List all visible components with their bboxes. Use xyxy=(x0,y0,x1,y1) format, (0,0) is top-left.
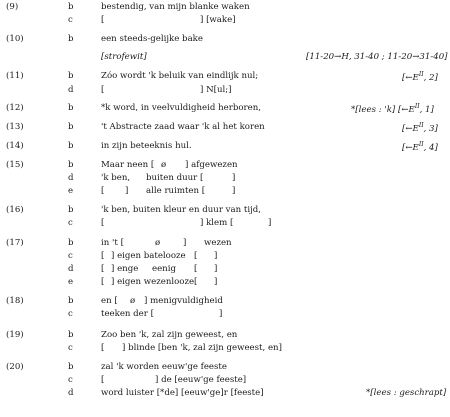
verse-fragment: ] xyxy=(219,309,223,319)
verse-letter: b xyxy=(68,362,74,372)
verse-fragment: [ xyxy=(101,264,105,274)
verse-fragment: [ xyxy=(101,85,105,95)
verse-letter: c xyxy=(68,309,73,319)
section-number: (18) xyxy=(6,296,24,306)
verse-fragment: [ xyxy=(101,251,105,261)
verse-letter: b xyxy=(68,122,74,132)
section-number: (20) xyxy=(6,362,24,372)
verse-fragment: [ xyxy=(101,277,105,287)
verse-fragment: Maar neen [ xyxy=(101,160,155,170)
verse-fragment: ] afgewezen xyxy=(185,160,238,170)
verse-fragment: alle ruimten [ xyxy=(146,186,206,196)
verse-fragment: ] de [eeuw'ge feeste] xyxy=(155,375,247,385)
editorial-note: [$\leftarrow E^{II}$, 4] xyxy=(402,141,438,153)
verse-letter: d xyxy=(68,264,74,274)
editorial-note: [11-20→H, 31-40 ; 11-20→31-40] xyxy=(306,52,448,62)
verse-fragment: [ xyxy=(194,251,198,261)
verse-letter: b xyxy=(68,103,74,113)
verse-text: zal 'k worden eeuw'ge feeste xyxy=(101,362,227,372)
editorial-note: *[lees : 'k] [$\leftarrow E^{II}$, 1] xyxy=(351,103,434,115)
section-number: (17) xyxy=(6,238,24,248)
verse-fragment: eenig xyxy=(152,264,176,274)
verse-fragment: ] menigvuldigheid xyxy=(144,296,223,306)
verse-fragment: wezen xyxy=(204,238,232,248)
verse-fragment: in 't [ xyxy=(101,238,124,248)
verse-fragment: ] xyxy=(232,186,236,196)
verse-fragment: [ xyxy=(194,277,198,287)
verse-letter: d xyxy=(68,85,74,95)
verse-fragment: ] xyxy=(268,218,272,228)
editorial-note: [strofewit] xyxy=(101,52,147,62)
verse-fragment: ] xyxy=(214,251,218,261)
verse-letter: b xyxy=(68,141,74,151)
section-number: (13) xyxy=(6,122,24,132)
verse-fragment: [ xyxy=(101,343,105,353)
verse-letter: b xyxy=(68,296,74,306)
section-number: (15) xyxy=(6,160,24,170)
verse-letter: b xyxy=(68,330,74,340)
section-number: (12) xyxy=(6,103,24,113)
verse-text: een steeds-gelijke bake xyxy=(101,34,203,44)
section-number: (16) xyxy=(6,205,24,215)
section-number: (9) xyxy=(6,2,19,12)
editorial-note: *[lees : geschrapt] xyxy=(366,388,447,398)
verse-letter: c xyxy=(68,15,73,25)
verse-text: Zoo ben 'k, zal zijn geweest, en xyxy=(101,330,238,340)
empty-set-symbol: ø xyxy=(130,296,136,306)
verse-letter: e xyxy=(68,277,74,287)
verse-fragment: buiten duur [ xyxy=(146,173,204,183)
empty-set-symbol: ø xyxy=(161,160,167,170)
verse-fragment: teeken der [ xyxy=(101,309,154,319)
verse-fragment: ] xyxy=(125,186,129,196)
verse-fragment: [ xyxy=(101,186,105,196)
verse-letter: b xyxy=(68,2,74,12)
verse-letter: b xyxy=(68,160,74,170)
verse-fragment: ] xyxy=(183,238,187,248)
verse-letter: d xyxy=(68,173,74,183)
verse-fragment: ] enge xyxy=(111,264,139,274)
verse-text: 't Abstracte zaad waar 'k al het koren xyxy=(101,122,265,132)
verse-fragment: en [ xyxy=(101,296,118,306)
section-number: (11) xyxy=(6,71,24,81)
verse-fragment: ] xyxy=(232,173,236,183)
section-number: (10) xyxy=(6,34,24,44)
verse-fragment: [ xyxy=(101,218,105,228)
verse-text: 'k ben, buiten kleur en duur van tijd, xyxy=(101,205,261,215)
section-number: (14) xyxy=(6,141,24,151)
editorial-note: [$\leftarrow E^{II}$, 2] xyxy=(402,71,438,83)
verse-fragment: 'k ben, xyxy=(101,173,131,183)
verse-text: *k word, in veelvuldigheid herboren, xyxy=(101,103,261,113)
verse-fragment: [ xyxy=(194,264,198,274)
section-number: (19) xyxy=(6,330,24,340)
verse-fragment: ] [wake] xyxy=(200,15,236,25)
verse-letter: b xyxy=(68,34,74,44)
verse-fragment: ] eigen wezenlooze xyxy=(111,277,195,287)
verse-fragment: ] N[ul;] xyxy=(200,85,232,95)
verse-letter: b xyxy=(68,205,74,215)
verse-letter: b xyxy=(68,71,74,81)
empty-set-symbol: ø xyxy=(155,238,161,248)
verse-letter: d xyxy=(68,388,74,398)
verse-letter: c xyxy=(68,218,73,228)
verse-fragment: ] xyxy=(214,264,218,274)
verse-text: word luister [*de] [eeuw'ge]r [feeste] xyxy=(101,388,264,398)
verse-letter: b xyxy=(68,238,74,248)
verse-text: bestendig, van mijn blanke waken xyxy=(101,2,250,12)
verse-letter: c xyxy=(68,375,73,385)
verse-text: in zijn beteeknis hul. xyxy=(101,141,192,151)
verse-fragment: [ xyxy=(101,15,105,25)
editorial-note: [$\leftarrow E^{II}$, 3] xyxy=(402,122,438,134)
verse-fragment: ] klem [ xyxy=(200,218,234,228)
verse-text: Zóo wordt 'k beluik van eindlijk nul; xyxy=(101,71,259,81)
verse-letter: c xyxy=(68,251,73,261)
verse-letter: e xyxy=(68,186,74,196)
verse-fragment: ] blinde [ben 'k, zal zijn geweest, en] xyxy=(122,343,282,353)
verse-letter: c xyxy=(68,343,73,353)
verse-fragment: ] xyxy=(214,277,218,287)
verse-fragment: ] eigen batelooze xyxy=(111,251,186,261)
verse-fragment: [ xyxy=(101,375,105,385)
